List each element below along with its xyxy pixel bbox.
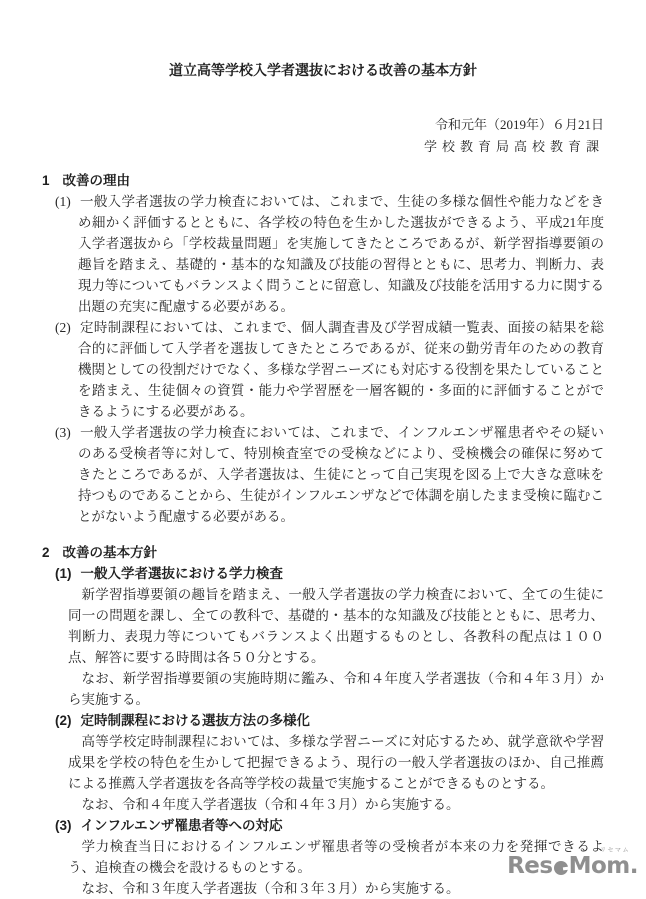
- section-1-heading-label: 改善の理由: [62, 173, 131, 188]
- section-2-item-2-heading: [42, 710, 604, 731]
- paragraph: なお、令和４年度入学者選抜（令和４年３月）から実施する。: [81, 797, 460, 812]
- document-meta: [42, 114, 604, 158]
- section-1-heading: [42, 170, 604, 191]
- document-date: 令和元年（2019年）６月21日: [434, 117, 604, 132]
- section-2-item-1: [42, 563, 604, 710]
- resemom-logo: [507, 848, 638, 878]
- logo-e-ball-icon: [554, 861, 568, 875]
- resemom-logo-ruby: リセマム: [600, 847, 630, 854]
- paragraph: 学力検査当日におけるインフルエンザ罹患者等の受検者が本来の力を発揮できるよう、追検査の機会を設けるものとする。: [68, 839, 604, 875]
- paragraph: 新学習指導要領の趣旨を踏まえ、一般入学者選抜の学力検査において、全ての生徒に同一の問題を課し、全ての教科で、基礎的・基本的な知識及び技能とともに、思考力、判断力、表現力等についてもバランスよく出題するものとし、各教科の配点は１００点、解答に要する時間は各５０分とする。: [68, 587, 604, 665]
- paragraph: なお、令和３年度入学者選抜（令和３年３月）から実施する。: [81, 881, 460, 896]
- item-title: 一般入学者選抜における学力検査: [80, 566, 283, 581]
- section-2-heading: [42, 542, 604, 563]
- document-title: 道立高等学校入学者選抜における改善の基本方針: [169, 62, 477, 78]
- section-2-heading-label: 改善の基本方針: [62, 545, 158, 560]
- logo-part-res: Res: [507, 853, 553, 879]
- item-marker: (2): [55, 320, 71, 335]
- item-marker: (1): [55, 566, 72, 581]
- section-2-item-2: [42, 710, 604, 815]
- item-text: 一般入学者選抜の学力検査においては、これまで、生徒の多様な個性や能力などをきめ細かく評価するとともに、各学校の特色を生かした選抜ができるよう、平成21年度入学者選抜から「学校裁量問題」を実施してきたところであるが、新学習指導要領の趣旨を踏まえ、基礎的・基本的な知識及び技能の習得とともに、思考力、判断力、表現力等についてもバランスよく問うことに留意し、知識及び技能を活用する力に関する出題の充実に配慮する必要がある。: [78, 194, 604, 314]
- section-1-item-2: [42, 317, 604, 422]
- item-text: 一般入学者選抜の学力検査においては、これまで、インフルエンザ罹患者やその疑いのある受検者等に対して、特別検査室での受検などにより、受検機会の確保に努めてきたところであるが、入学者選抜は、生徒にとって自己実現を図る上で大きな意味を持つものであることから、生徒がインフルエンザなどで体調を崩したまま受検に臨むことがないよう配慮する必要がある。: [78, 425, 604, 524]
- section-1-item-1: [42, 191, 604, 317]
- item-text: 定時制課程においては、これまで、個人調査書及び学習成績一覧表、面接の結果を総合的に評価して入学者を選抜してきたところであるが、従来の勤労青年のための教育機関としての役割だけでなく、多様な学習ニーズにも対応する役割を果たしていることを踏まえ、生徒個々の資質・能力や学習歴を一層客観的・多面的に評価することができるようにする必要がある。: [78, 320, 604, 419]
- document-department: 学校教育局高校教育課: [423, 139, 604, 154]
- paragraph: なお、新学習指導要領の実施時期に鑑み、令和４年度入学者選抜（令和４年３月）から実施する。: [68, 671, 604, 707]
- section-1-item-3: [42, 422, 604, 527]
- section-2-item-3-heading: [42, 815, 604, 836]
- logo-part-mom: Mom.: [568, 853, 638, 879]
- section-policies: [42, 542, 604, 899]
- section-2-number: 2: [42, 545, 50, 560]
- paragraph: 高等学校定時制課程においては、多様な学習ニーズに対応するため、就学意欲や学習成果を学校の特色を生かして把握できるよう、現行の一般入学者選抜のほか、自己推薦による推薦入学者選抜を各高等学校の裁量で実施することができるものとする。: [68, 734, 604, 791]
- section-reasons: [42, 170, 604, 527]
- section-1-number: 1: [42, 173, 50, 188]
- item-title: インフルエンザ罹患者等への対応: [80, 818, 283, 833]
- item-marker: (1): [55, 194, 71, 209]
- item-title: 定時制課程における選抜方法の多様化: [80, 713, 310, 728]
- item-marker: (3): [55, 425, 71, 440]
- item-marker: (3): [55, 818, 72, 833]
- item-marker: (2): [55, 713, 72, 728]
- section-2-item-1-heading: [42, 563, 604, 584]
- resemom-logo-text: [507, 855, 638, 878]
